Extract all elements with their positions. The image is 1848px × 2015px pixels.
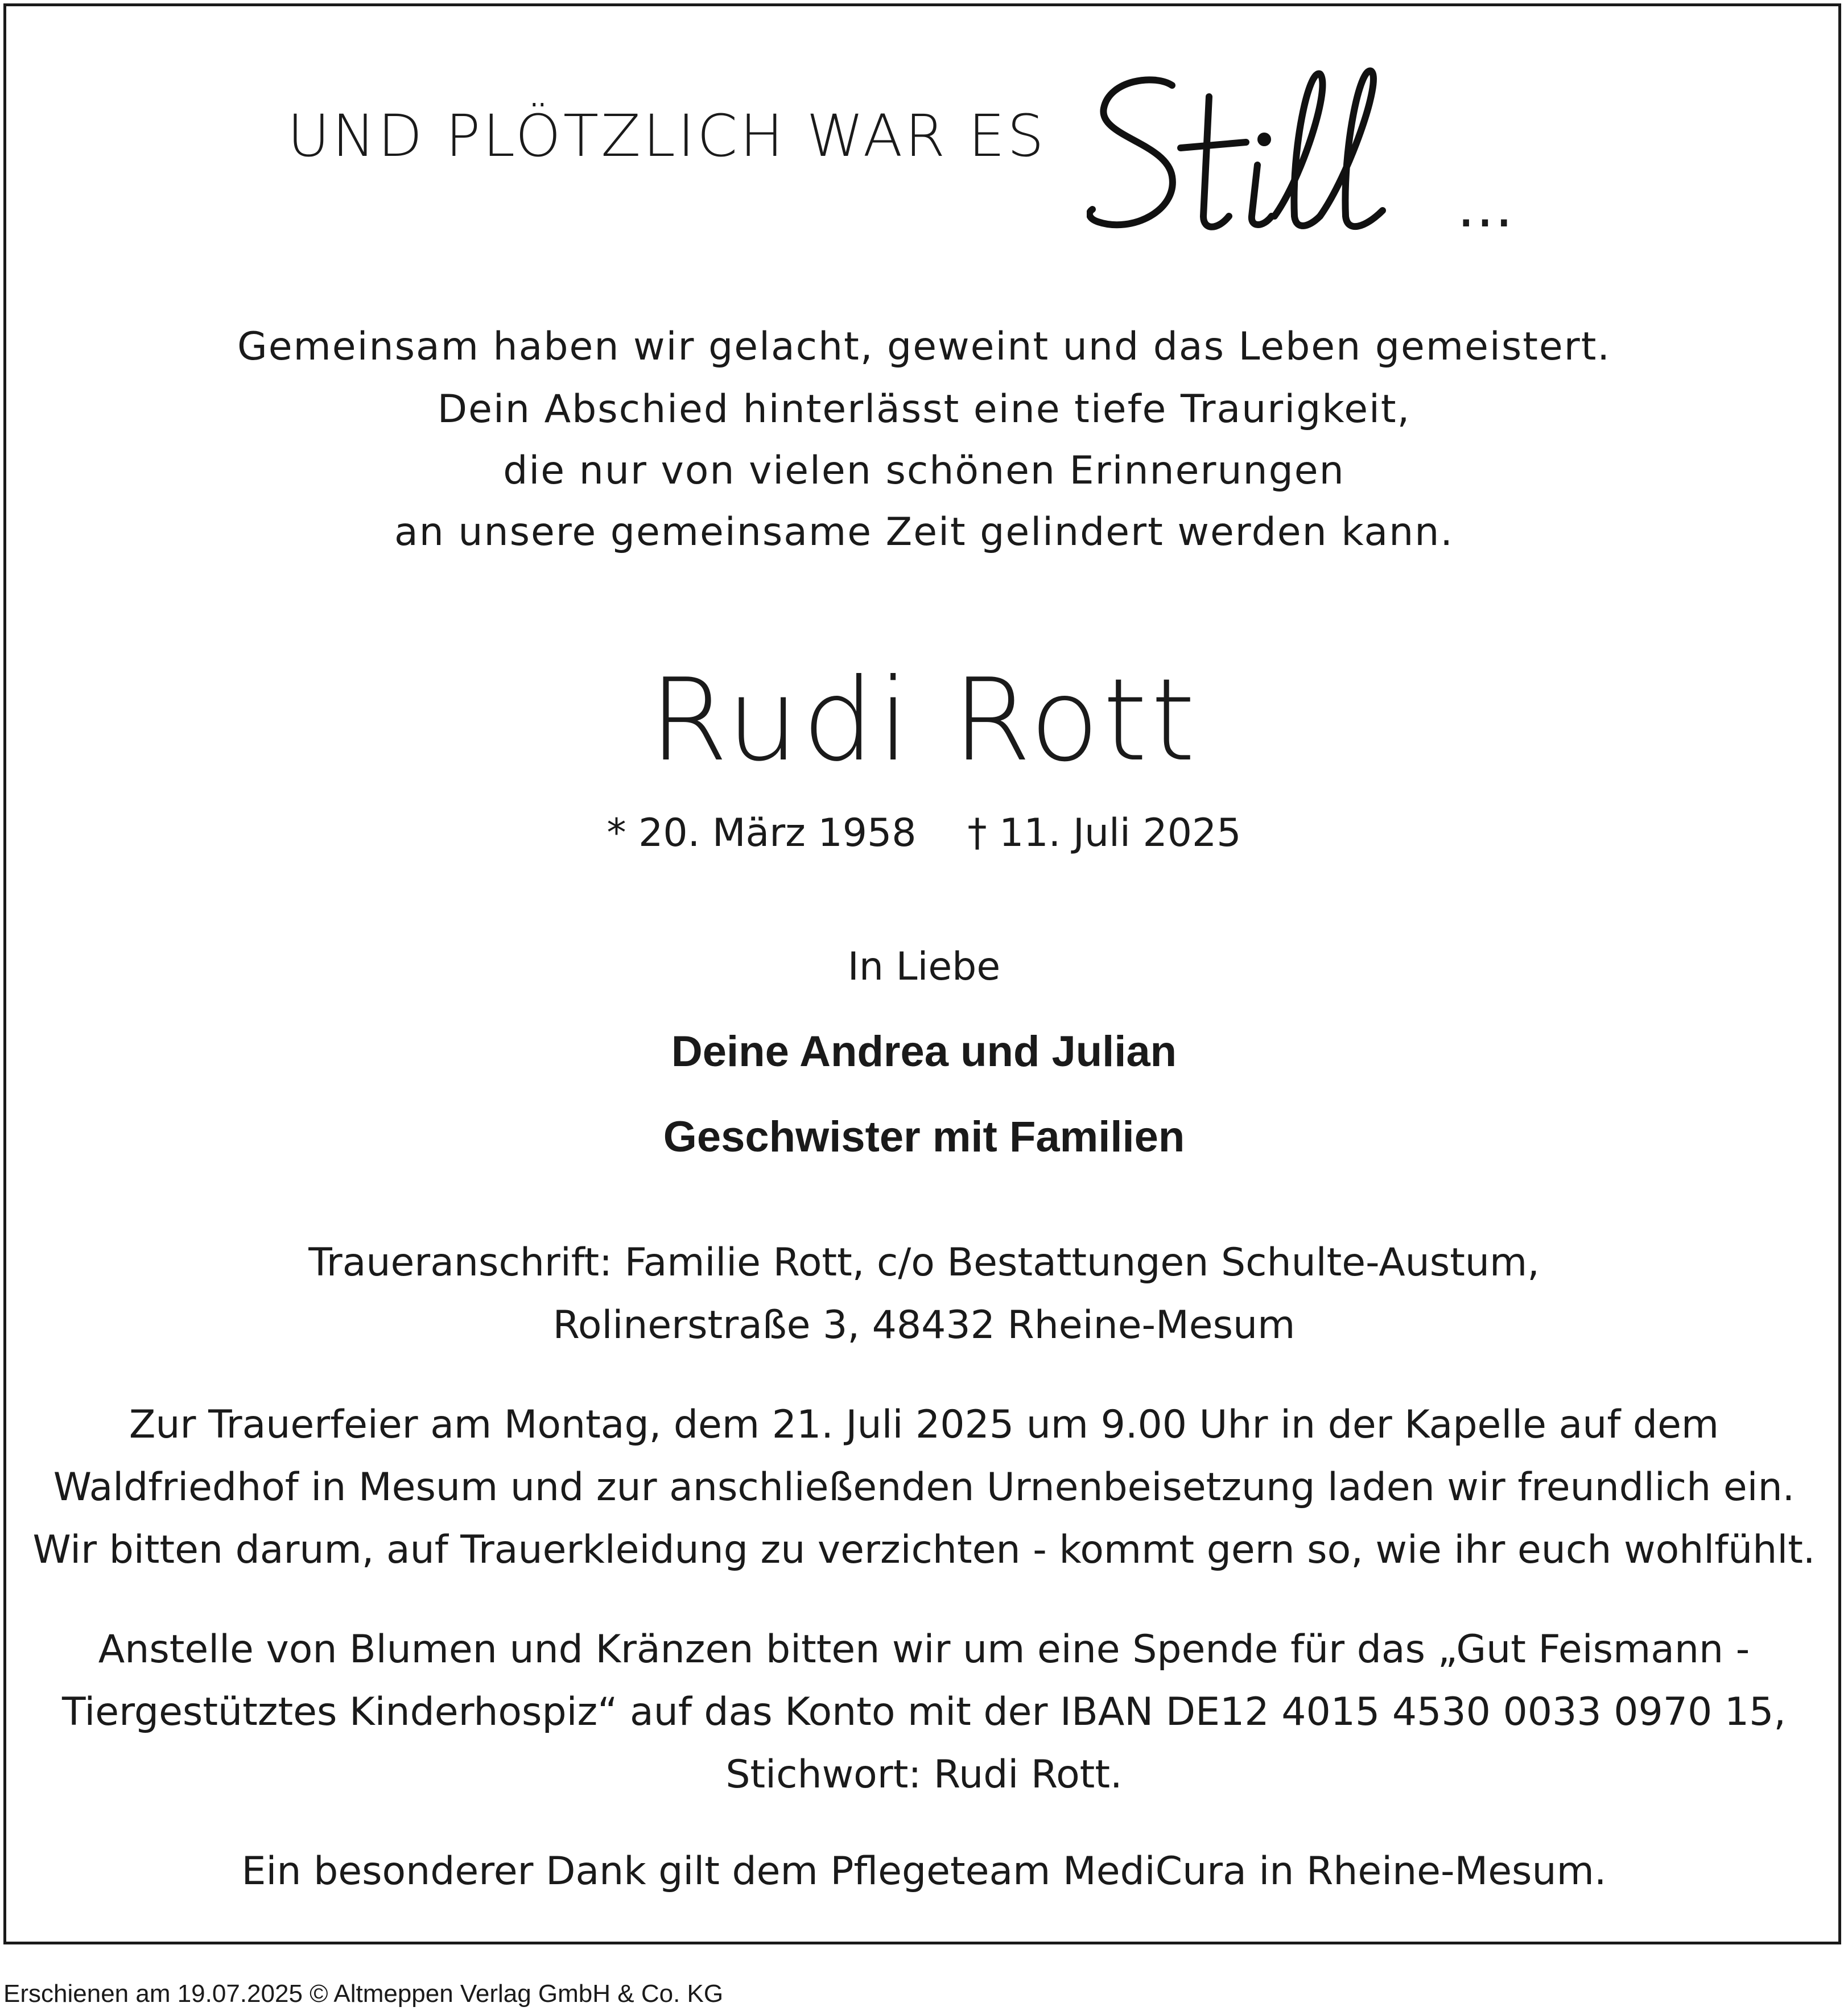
address-line: Rolinerstraße 3, 48432 Rheine-Mesum [552,1303,1296,1348]
poem-line: Dein Abschied hinterlässt eine tiefe Traurigkeit, [437,387,1411,432]
life-dates [0,811,1848,856]
poem-line: Gemeinsam haben wir gelacht, geweint und das Leben gemeistert. [237,324,1611,369]
thanks-line: Ein besonderer Dank gilt dem Pflegeteam MediCura in Rheine-Mesum. [241,1849,1607,1894]
publication-footer: Erschienen am 19.07.2025 © Altmeppen Verlag GmbH & Co. KG [3,1980,724,2008]
mourners-intro: In Liebe [847,944,1001,989]
birth-date: * 20. März 1958 [607,811,917,856]
donation-line: Stichwort: Rudi Rott. [725,1752,1123,1797]
deceased-name: Rudi Rott [649,654,1199,787]
donation-line: Tiergestütztes Kinderhospiz“ auf das Konto mit der IBAN DE12 4015 4530 0033 0970 15, [61,1690,1787,1735]
ceremony-line: Wir bitten darum, auf Trauerkleidung zu verzichten - kommt gern so, wie ihr euch wohlfühlt. [32,1527,1816,1572]
death-date: † 11. Juli 2025 [967,811,1241,856]
ceremony-line: Waldfriedhof in Mesum und zur anschließenden Urnenbeisetzung laden wir freundlich ein. [53,1465,1795,1510]
ceremony-line: Zur Trauerfeier am Montag, dem 21. Juli 2025 um 9.00 Uhr in der Kapelle auf dem [129,1402,1719,1447]
poem-line: die nur von vielen schönen Erinnerungen [503,448,1345,493]
poem-line: an unsere gemeinsame Zeit gelindert werden kann. [394,510,1454,555]
heading-ellipsis: … [1457,174,1519,240]
still-script-logo [1087,63,1439,250]
mourners-family: Deine Andrea und Julian [671,1027,1177,1076]
mourners-siblings: Geschwister mit Familien [663,1113,1185,1161]
address-line: Traueranschrift: Familie Rott, c/o Bestattungen Schulte-Austum, [308,1240,1540,1285]
donation-line: Anstelle von Blumen und Kränzen bitten wir um eine Spende für das „Gut Feismann - [98,1627,1750,1672]
heading-text: UND PLÖTZLICH WAR ES [287,102,1046,170]
